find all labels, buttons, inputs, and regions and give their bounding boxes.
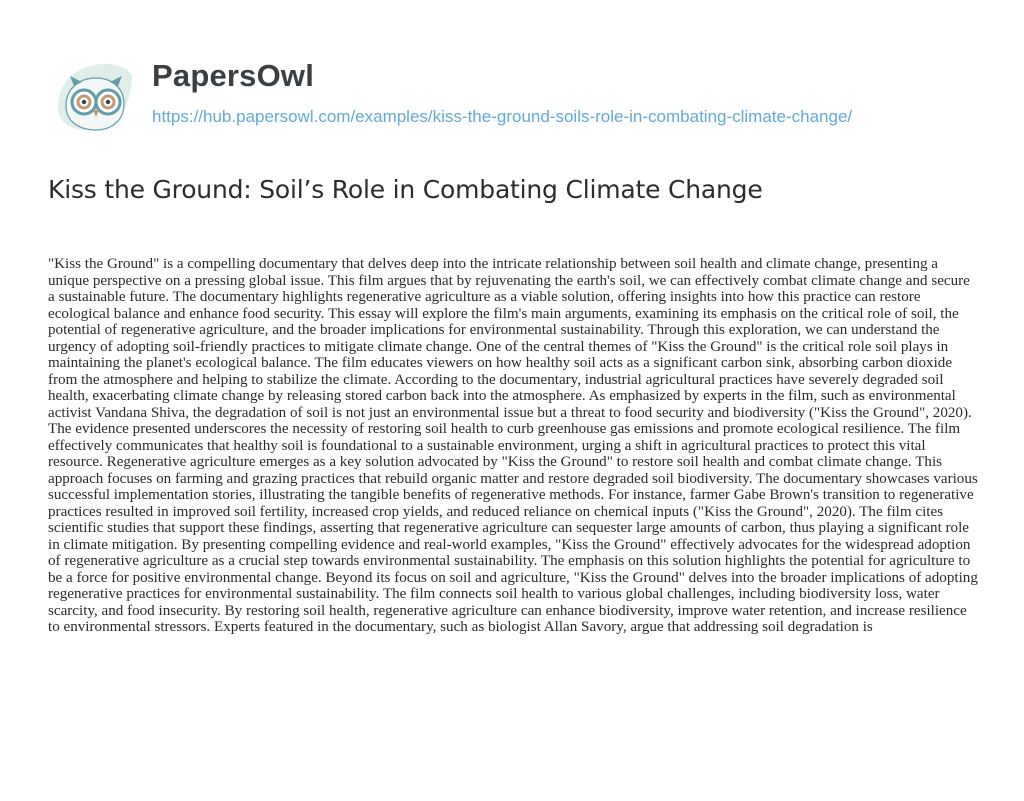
site-header: [48, 40, 978, 140]
essay-title: Kiss the Ground: Soil’s Role in Combating Climate Change: [48, 175, 763, 204]
source-url-link[interactable]: https://hub.papersowl.com/examples/kiss-the-ground-soils-role-in-combating-climate-change/: [152, 107, 853, 126]
owl-logo-icon: [48, 50, 138, 140]
brand-name: PapersOwl: [152, 58, 315, 93]
essay-body: "Kiss the Ground" is a compelling documentary that delves deep into the intricate relationship between soil health and climate change, presenting a unique perspective on a pressing global issue. This film argues that by rejuvenating the earth's soil, we can effectively combat climate change and secure a sustainable future. The documentary highlights regenerative agriculture as a viable solution, offering insights into how this practice can restore ecological balance and enhance food security. This essay will explore the film's main arguments, examining its emphasis on the critical role of soil, the potential of regenerative agriculture, and the broader implications for environmental sustainability. Through this exploration, we can understand the urgency of adopting soil-friendly practices to mitigate climate change. One of the central themes of "Kiss the Ground" is the critical role soil plays in maintaining the planet's ecological balance. The film educates viewers on how healthy soil acts as a significant carbon sink, absorbing carbon dioxide from the atmosphere and helping to stabilize the climate. According to the documentary, industrial agricultural practices have severely degraded soil health, exacerbating climate change by releasing stored carbon back into the atmosphere. As emphasized by experts in the film, such as environmental activist Vandana Shiva, the degradation of soil is not just an environmental issue but a threat to food security and biodiversity ("Kiss the Ground", 2020). The evidence presented underscores the necessity of restoring soil health to curb greenhouse gas emissions and promote ecological resilience. The film effectively communicates that healthy soil is foundational to a sustainable environment, urging a shift in agricultural practices to protect this vital resource. Regenerative agriculture emerges as a key solution advocated by "Kiss the Ground" to restore soil health and combat climate change. This approach focuses on farming and grazing practices that rebuild organic matter and restore degraded soil biodiversity. The documentary showcases various successful implementation stories, illustrating the tangible benefits of regenerative methods. For instance, farmer Gabe Brown's transition to regenerative practices resulted in improved soil fertility, increased crop yields, and reduced reliance on chemical inputs ("Kiss the Ground", 2020). The film cites scientific studies that support these findings, asserting that regenerative agriculture can sequester large amounts of carbon, thus playing a significant role in climate mitigation. By presenting compelling evidence and real-world examples, "Kiss the Ground" effectively advocates for the widespread adoption of regenerative agriculture as a crucial step towards environmental sustainability. The emphasis on this solution highlights the potential for agriculture to be a force for positive environmental change. Beyond its focus on soil and agriculture, "Kiss the Ground" delves into the broader implications of adopting regenerative practices for environmental sustainability. The film connects soil health to various global challenges, including biodiversity loss, water scarcity, and food insecurity. By restoring soil health, regenerative agriculture can enhance biodiversity, improve water retention, and increase resilience to environmental stressors. Experts featured in the documentary, such as biologist Allan Savory, argue that addressing soil degradation is: [48, 256, 978, 635]
